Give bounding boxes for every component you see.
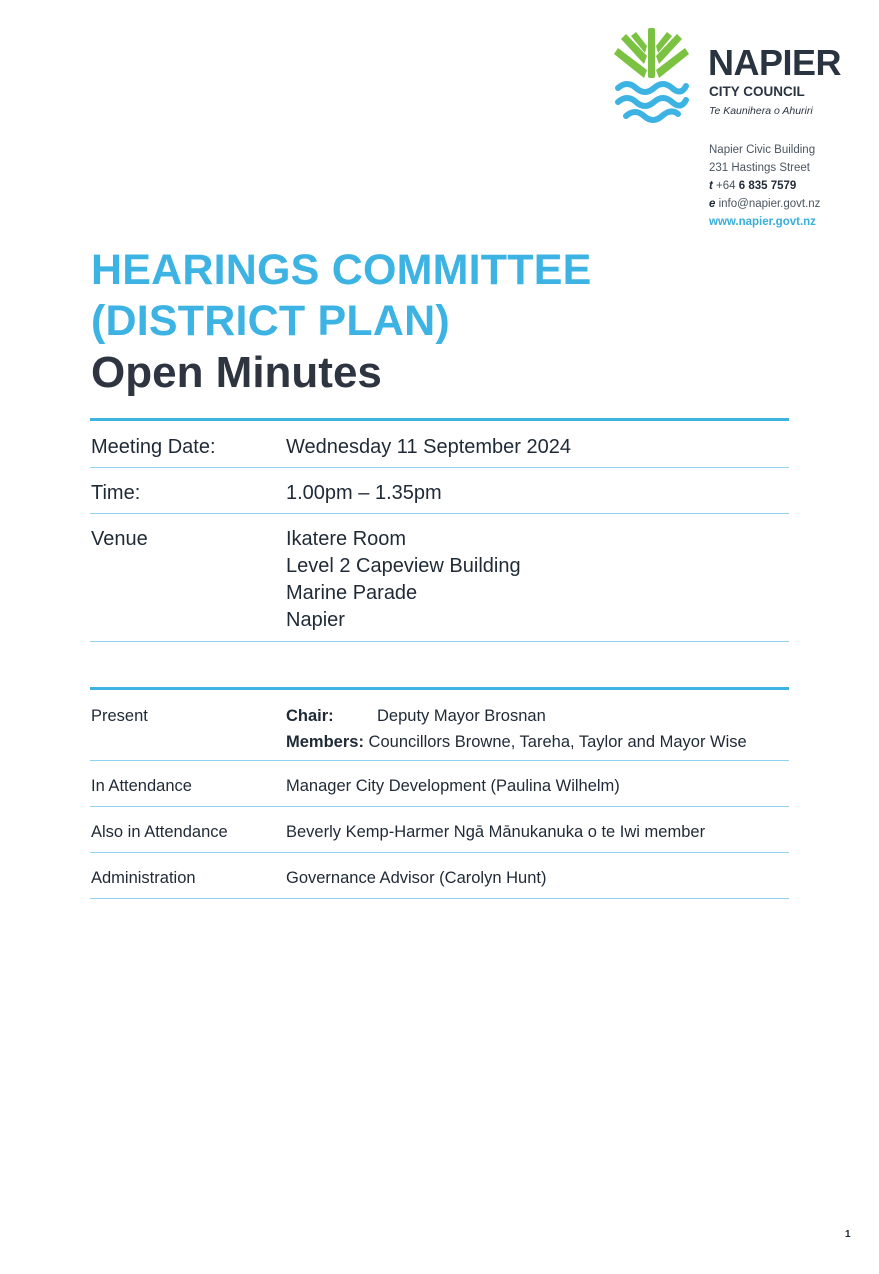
venue-line: Napier bbox=[286, 609, 345, 631]
meeting-date-label: Meeting Date: bbox=[91, 436, 216, 458]
document-title-line-1: HEARINGS COMMITTEE bbox=[91, 246, 592, 294]
logo-council: CITY COUNCIL bbox=[709, 84, 805, 99]
napier-logo-icon bbox=[612, 26, 690, 128]
row-divider bbox=[90, 806, 789, 807]
chair-value: Deputy Mayor Brosnan bbox=[377, 707, 546, 725]
present-label: Present bbox=[91, 707, 148, 725]
venue-line: Ikatere Room bbox=[286, 528, 407, 550]
attendance-top-rule bbox=[90, 687, 789, 690]
table-top-rule bbox=[90, 418, 789, 421]
row-divider bbox=[90, 760, 789, 761]
in-attendance-value: Manager City Development (Paulina Wilhelm) bbox=[286, 777, 620, 795]
row-divider bbox=[90, 852, 789, 853]
chair-label bbox=[286, 703, 334, 729]
administration-value: Governance Advisor (Carolyn Hunt) bbox=[286, 869, 547, 887]
meeting-date-value: Wednesday 11 September 2024 bbox=[286, 436, 572, 458]
phone-code: +64 bbox=[716, 180, 736, 192]
meeting-time-label: Time: bbox=[91, 482, 141, 504]
also-in-attendance-label: Also in Attendance bbox=[91, 823, 228, 841]
logo-maori-name: Te Kaunihera o Ahuriri bbox=[709, 105, 813, 117]
email-prefix: e bbox=[709, 198, 716, 210]
venue-label: Venue bbox=[91, 528, 148, 550]
row-divider bbox=[90, 898, 789, 899]
also-in-attendance-value: Beverly Kemp-Harmer Ngā Mānukanuka o te Iwi member bbox=[286, 823, 706, 841]
venue-line: Level 2 Capeview Building bbox=[286, 555, 521, 577]
address-email bbox=[709, 195, 820, 213]
members-label: Members: bbox=[286, 733, 364, 751]
row-divider bbox=[90, 641, 789, 642]
venue-line: Marine Parade bbox=[286, 582, 418, 604]
address-street: 231 Hastings Street bbox=[709, 162, 811, 174]
logo-name: NAPIER bbox=[708, 42, 842, 83]
phone-prefix: t bbox=[709, 180, 713, 192]
chair-label-text: Chair: bbox=[286, 707, 334, 725]
administration-label: Administration bbox=[91, 869, 196, 887]
meeting-time-value: 1.00pm – 1.35pm bbox=[286, 482, 442, 504]
members-row bbox=[286, 729, 747, 755]
address-phone bbox=[709, 177, 820, 195]
venue-value bbox=[286, 526, 521, 634]
document-subtitle: Open Minutes bbox=[91, 348, 382, 397]
in-attendance-label: In Attendance bbox=[91, 777, 192, 795]
page-number: 1 bbox=[845, 1229, 851, 1240]
row-divider bbox=[90, 467, 789, 468]
document-title-line-2: (DISTRICT PLAN) bbox=[91, 297, 450, 345]
website-link[interactable]: www.napier.govt.nz bbox=[709, 216, 816, 228]
phone-number: 6 835 7579 bbox=[738, 180, 797, 192]
address-block bbox=[709, 141, 820, 231]
address-building: Napier Civic Building bbox=[709, 144, 816, 156]
members-value: Councillors Browne, Tareha, Taylor and Mayor Wise bbox=[368, 733, 747, 751]
row-divider bbox=[90, 513, 789, 514]
email-link[interactable]: info@napier.govt.nz bbox=[718, 198, 821, 210]
